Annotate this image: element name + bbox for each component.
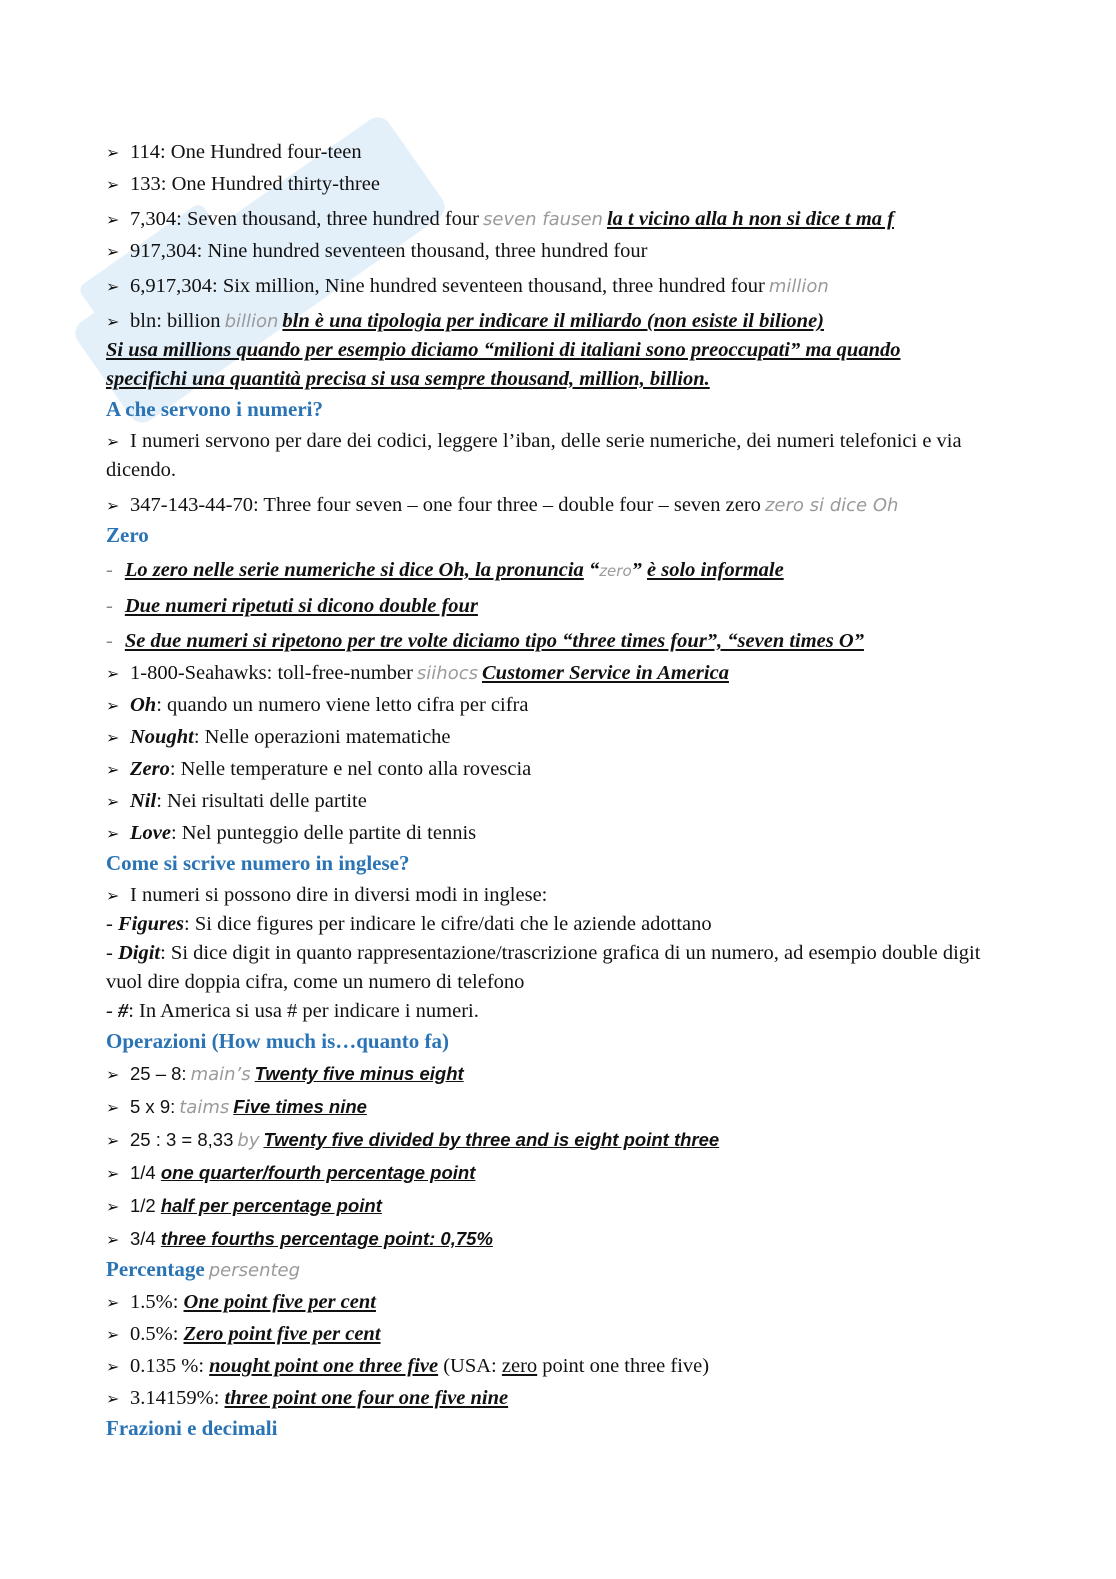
arrow-bullet-icon: ➢ — [106, 1293, 120, 1312]
dash-item: - Lo zero nelle serie numeriche si dice Oh, la pronuncia “zero” è solo informale — [106, 559, 784, 581]
dash-item: - Figures: Si dice figures per indicare le cifre/dati che le aziende adottano — [106, 913, 712, 935]
arrow-bullet-icon: ➢ — [106, 1098, 120, 1117]
list-item: ➢ Nought: Nelle operazioni matematiche — [106, 723, 1006, 752]
list-item: ➢ 1.5%: One point five per cent — [106, 1288, 1006, 1317]
pronunciation-note: seven fausen — [483, 209, 603, 230]
list-item: ➢ 5 x 9: taims Five times nine — [106, 1092, 1006, 1122]
pronunciation-note: siihocs — [416, 663, 478, 684]
arrow-bullet-icon: ➢ — [106, 824, 120, 843]
list-item: ➢ Zero: Nelle temperature e nel conto alla rovescia — [106, 755, 1006, 784]
underlined-note: la t vicino alla h non si dice t ma f — [606, 208, 894, 230]
arrow-bullet-icon: ➢ — [106, 496, 120, 515]
arrow-bullet-icon: ➢ — [106, 1357, 120, 1376]
arrow-bullet-icon: ➢ — [106, 1325, 120, 1344]
section-heading: Percentage persenteg — [106, 1257, 301, 1281]
list-item: ➢ 7,304: Seven thousand, three hundred four seven fausen la t vicino alla h non si dice t ma f — [106, 205, 1006, 234]
section-heading: A che servono i numeri? — [106, 397, 323, 421]
document-body — [106, 138, 1006, 1443]
list-item: ➢ 25 – 8: main’s Twenty five minus eight — [106, 1059, 1006, 1089]
arrow-bullet-icon: ➢ — [106, 792, 120, 811]
arrow-bullet-icon: ➢ — [106, 1065, 120, 1084]
dash-item: - Due numeri ripetuti si dicono double four — [106, 595, 478, 617]
arrow-bullet-icon: ➢ — [106, 175, 120, 194]
list-item: ➢ 25 : 3 = 8,33 by Twenty five divided by three and is eight point three — [106, 1125, 1006, 1155]
arrow-bullet-icon: ➢ — [106, 696, 120, 715]
list-item: ➢ 347-143-44-70: Three four seven – one four three – double four – seven zero zero si dice Oh — [106, 491, 1006, 520]
list-item: ➢ 3/4 three fourths percentage point: 0,75% — [106, 1224, 1006, 1254]
list-item: ➢ I numeri servono per dare dei codici, leggere l’iban, delle serie numeriche, dei numeri telefonici e via dicendo. — [106, 427, 1006, 485]
list-item: ➢ 0.5%: Zero point five per cent — [106, 1320, 1006, 1349]
underlined-note: bln è una tipologia per indicare il miliardo (non esiste il bilione) — [282, 310, 825, 332]
dash-item: - Digit: Si dice digit in quanto rappresentazione/trascrizione grafica di un numero, ad esempio double digit vuol dire doppia cifra, come un numero di telefono — [106, 942, 981, 993]
section-heading: Zero — [106, 523, 149, 547]
arrow-bullet-icon: ➢ — [106, 760, 120, 779]
arrow-bullet-icon: ➢ — [106, 277, 120, 296]
arrow-bullet-icon: ➢ — [106, 1230, 120, 1249]
section-heading: Come si scrive numero in inglese? — [106, 851, 410, 875]
arrow-bullet-icon: ➢ — [106, 1389, 120, 1408]
arrow-bullet-icon: ➢ — [106, 664, 120, 683]
arrow-bullet-icon: ➢ — [106, 143, 120, 162]
pronunciation-note: million — [768, 276, 829, 297]
dash-item: - Se due numeri si ripetono per tre volte diciamo tipo “three times four”, “seven times O” — [106, 630, 864, 652]
list-item: ➢ 0.135 %: nought point one three five (USA: zero point one three five) — [106, 1352, 1006, 1381]
arrow-bullet-icon: ➢ — [106, 728, 120, 747]
arrow-bullet-icon: ➢ — [106, 1131, 120, 1150]
list-item: ➢ 1-800-Seahawks: toll-free-number siihocs Customer Service in America — [106, 659, 1006, 688]
list-item: ➢ Oh: quando un numero viene letto cifra per cifra — [106, 691, 1006, 720]
pronunciation-note: billion — [224, 311, 279, 332]
list-item: ➢ 1/2 half per percentage point — [106, 1191, 1006, 1221]
arrow-bullet-icon: ➢ — [106, 210, 120, 229]
list-item: ➢ 133: One Hundred thirty-three — [106, 170, 1006, 199]
list-item: ➢ 917,304: Nine hundred seventeen thousand, three hundred four — [106, 237, 1006, 266]
list-item: ➢ 3.14159%: three point one four one five nine — [106, 1384, 1006, 1413]
list-item: ➢ 6,917,304: Six million, Nine hundred seventeen thousand, three hundred four million — [106, 272, 1006, 301]
section-heading: Frazioni e decimali — [106, 1416, 278, 1440]
list-item: ➢ bln: billion billion bln è una tipologia per indicare il miliardo (non esiste il bilione) — [106, 307, 1006, 336]
list-item: ➢ 1/4 one quarter/fourth percentage point — [106, 1158, 1006, 1188]
arrow-bullet-icon: ➢ — [106, 432, 120, 451]
pronunciation-note: zero si dice Oh — [764, 495, 899, 516]
arrow-bullet-icon: ➢ — [106, 312, 120, 331]
underlined-paragraph: Si usa millions quando per esempio diciamo “milioni di italiani sono preoccupati” ma quando specifichi una quantità precisa si usa sempre thousand, million, billion. — [106, 339, 901, 390]
list-item: ➢ 114: One Hundred four-teen — [106, 138, 1006, 167]
section-heading: Operazioni (How much is…quanto fa) — [106, 1029, 450, 1053]
arrow-bullet-icon: ➢ — [106, 886, 120, 905]
list-item: ➢ Love: Nel punteggio delle partite di tennis — [106, 819, 1006, 848]
arrow-bullet-icon: ➢ — [106, 1164, 120, 1183]
list-item: ➢ I numeri si possono dire in diversi modi in inglese: — [106, 881, 1006, 910]
arrow-bullet-icon: ➢ — [106, 242, 120, 261]
arrow-bullet-icon: ➢ — [106, 1197, 120, 1216]
dash-item: - #: In America si usa # per indicare i numeri. — [106, 1000, 479, 1022]
list-item: ➢ Nil: Nei risultati delle partite — [106, 787, 1006, 816]
